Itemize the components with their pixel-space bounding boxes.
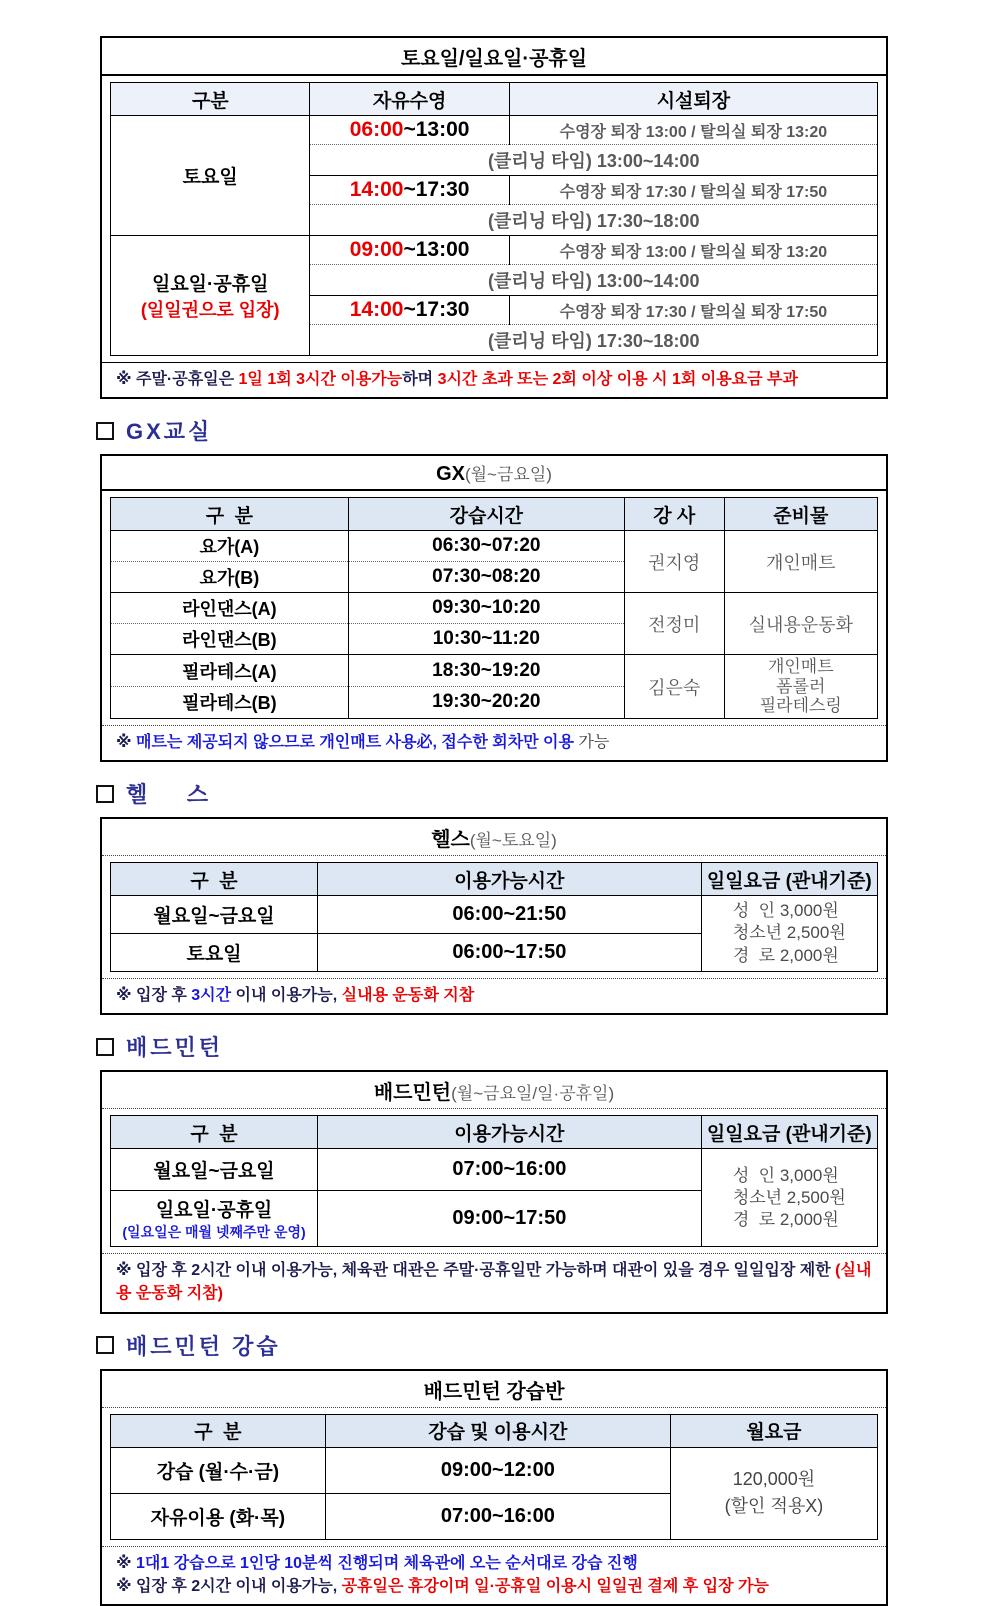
gx-table-title	[102, 456, 886, 491]
health-fee-cell	[701, 896, 877, 972]
gx-class-name: 필라테스(A)	[111, 655, 349, 687]
gx-row-yoga-a	[111, 531, 878, 562]
gx-schedule-table	[110, 497, 878, 719]
gx-class-time: 06:30~07:20	[348, 531, 624, 562]
section-heading-lesson	[96, 1330, 888, 1361]
swim-time-cell	[310, 296, 509, 325]
swim-row-sun-1	[111, 236, 878, 265]
lesson-table-title	[102, 1371, 886, 1408]
lesson-schedule-table	[110, 1414, 878, 1540]
gx-class-time: 07:30~08:20	[348, 562, 624, 593]
health-fee-lines: 성 인 3,000원 청소년 2,500원 경 로 2,000원	[732, 901, 846, 965]
square-bullet-icon	[96, 422, 114, 440]
gx-class-name: 요가(A)	[111, 531, 349, 562]
badminton-table-title-sub: (월~금요일/일·공휴일)	[451, 1084, 615, 1104]
gx-class-time: 09:30~10:20	[348, 593, 624, 624]
gx-header-category: 구 분	[111, 498, 349, 531]
gx-box	[100, 454, 888, 762]
swim-table-title-text: 토요일/일요일·공휴일	[400, 48, 588, 70]
lesson-fee-cell	[670, 1447, 877, 1539]
lesson-table-wrap	[102, 1408, 886, 1546]
badminton-schedule-table	[110, 1115, 878, 1247]
gx-class-time: 19:30~20:20	[348, 687, 624, 719]
badminton-header-time: 이용가능시간	[318, 1116, 702, 1149]
swim-close-time: ~13:00	[403, 238, 470, 261]
gx-class-name: 요가(B)	[111, 562, 349, 593]
badminton-fee-lines: 성 인 3,000원 청소년 2,500원 경 로 2,000원	[732, 1165, 846, 1229]
badminton-row-weekday	[111, 1149, 878, 1191]
swim-exit-cell: 수영장 퇴장 17:30 / 탈의실 퇴장 17:50	[509, 176, 877, 205]
swim-exit-cell: 수영장 퇴장 17:30 / 탈의실 퇴장 17:50	[509, 296, 877, 325]
health-note: ※ 입장 후 3시간 이내 이용가능, 실내용 운동화 지참	[102, 978, 886, 1013]
square-bullet-icon	[96, 1038, 114, 1056]
swim-group-saturday	[111, 116, 310, 236]
health-table-title	[102, 819, 886, 856]
swim-header-row	[111, 83, 878, 116]
swim-close-time: ~13:00	[403, 118, 470, 141]
gx-instructor: 김은숙	[624, 655, 724, 719]
swim-open-time: 14:00	[349, 178, 404, 201]
swim-time-cell	[310, 176, 509, 205]
health-table-title-text: 헬스	[431, 829, 470, 852]
swim-schedule-table	[110, 82, 878, 356]
badminton-day-label: 월요일~금요일	[111, 1149, 318, 1191]
badminton-day-sublabel: (일요일은 매월 넷째주만 운영)	[122, 1224, 306, 1241]
lesson-note-line-1: ※ 1대1 강습으로 1인당 10분씩 진행되며 체육관에 오는 순서대로 강습 진행	[116, 1554, 638, 1572]
gx-class-name: 라인댄스(B)	[111, 624, 349, 655]
gx-table-title-text: GX	[436, 463, 465, 486]
gx-class-time: 18:30~19:20	[348, 655, 624, 687]
health-table-wrap	[102, 856, 886, 978]
swim-time-cell	[310, 116, 509, 145]
swim-open-time: 14:00	[349, 298, 404, 321]
gx-header-instructor: 강 사	[624, 498, 724, 531]
health-header-category: 구 분	[111, 863, 318, 896]
gx-instructor: 권지영	[624, 531, 724, 593]
gx-header-time: 강습시간	[348, 498, 624, 531]
swim-cleaning-cell: (클리닝 타임) 13:00~14:00	[310, 145, 878, 176]
badminton-day-cell	[111, 1191, 318, 1247]
gx-row-linedance-a	[111, 593, 878, 624]
square-bullet-icon	[96, 1336, 114, 1354]
gx-table-title-sub: (월~금요일)	[464, 465, 552, 485]
gx-equipment: 개인매트	[724, 531, 877, 593]
swim-close-time: ~17:30	[403, 178, 470, 201]
badminton-table-title-text: 배드민턴	[373, 1082, 452, 1105]
lesson-table-title-text: 배드민턴 강습반	[423, 1380, 565, 1403]
swim-group-sunday-sublabel: (일일권으로 입장)	[140, 300, 280, 320]
swim-weekend-box	[100, 36, 888, 399]
swim-header-freeswim: 자유수영	[310, 83, 509, 116]
badminton-header-row	[111, 1116, 878, 1149]
health-day-label: 토요일	[111, 934, 318, 972]
lesson-day-label: 자유이용 (화·목)	[111, 1493, 326, 1539]
section-heading-badminton	[96, 1031, 888, 1062]
badminton-note: ※ 입장 후 2시간 이내 이용가능, 체육관 대관은 주말·공휴일만 가능하며 대관이 있을 경우 일일입장 제한 (실내용 운동화 지참)	[102, 1253, 886, 1311]
section-title-badminton: 배드민턴	[126, 1035, 224, 1061]
lesson-fee-lines: 120,000원 (할인 적용X)	[724, 1469, 824, 1517]
health-header-time: 이용가능시간	[318, 863, 702, 896]
lesson-header-time: 강습 및 이용시간	[325, 1414, 670, 1447]
badminton-fee-cell	[701, 1149, 877, 1247]
lesson-box	[100, 1369, 888, 1606]
swim-open-time: 09:00	[349, 238, 404, 261]
gx-equipment: 개인매트 폼롤러 필라테스링	[724, 655, 877, 719]
swim-note: ※ 주말·공휴일은 1일 1회 3시간 이용가능하며 3시간 초과 또는 2회 이상 이용 시 1회 이용요금 부과	[102, 362, 886, 397]
lesson-header-row	[111, 1414, 878, 1447]
gx-table-wrap	[102, 491, 886, 725]
lesson-notes	[102, 1546, 886, 1604]
swim-cleaning-cell: (클리닝 타임) 17:30~18:00	[310, 325, 878, 356]
badminton-header-fee: 일일요금 (관내기준)	[701, 1116, 877, 1149]
health-header-fee: 일일요금 (관내기준)	[701, 863, 877, 896]
square-bullet-icon	[96, 785, 114, 803]
badminton-time: 09:00~17:50	[318, 1191, 702, 1247]
health-time: 06:00~21:50	[318, 896, 702, 934]
section-heading-gx	[96, 415, 888, 446]
gx-class-time: 10:30~11:20	[348, 624, 624, 655]
swim-header-category: 구분	[111, 83, 310, 116]
swim-table-wrap	[102, 76, 886, 362]
section-title-health: 헬 스	[126, 782, 211, 808]
health-table-title-sub: (월~토요일)	[469, 831, 557, 851]
health-row-weekday	[111, 896, 878, 934]
health-time: 06:00~17:50	[318, 934, 702, 972]
lesson-note-line-2: ※ 입장 후 2시간 이내 이용가능, 공휴일은 휴강이며 일·공휴일 이용시 일일권 결제 후 입장 가능	[116, 1577, 769, 1595]
lesson-time: 07:00~16:00	[325, 1493, 670, 1539]
swim-group-sunday-label: 일요일·공휴일	[151, 274, 269, 295]
gx-class-name: 필라테스(B)	[111, 687, 349, 719]
gx-equipment: 실내용운동화	[724, 593, 877, 655]
health-day-label: 월요일~금요일	[111, 896, 318, 934]
swim-exit-cell: 수영장 퇴장 13:00 / 탈의실 퇴장 13:20	[509, 236, 877, 265]
gx-header-equipment: 준비물	[724, 498, 877, 531]
health-header-row	[111, 863, 878, 896]
swim-group-saturday-label: 토요일	[182, 167, 238, 188]
section-title-lesson: 배드민턴 강습	[126, 1333, 281, 1359]
section-title-gx: GX교실	[126, 419, 213, 445]
gx-instructor: 전정미	[624, 593, 724, 655]
swim-table-title	[102, 38, 886, 76]
gx-row-pilates-a	[111, 655, 878, 687]
swim-open-time: 06:00	[349, 118, 404, 141]
swim-cleaning-cell: (클리닝 타임) 13:00~14:00	[310, 265, 878, 296]
swim-cleaning-cell: (클리닝 타임) 17:30~18:00	[310, 205, 878, 236]
swim-time-cell	[310, 236, 509, 265]
badminton-header-category: 구 분	[111, 1116, 318, 1149]
swim-row-sat-1	[111, 116, 878, 145]
badminton-table-title	[102, 1072, 886, 1109]
swim-close-time: ~17:30	[403, 298, 470, 321]
health-schedule-table	[110, 862, 878, 972]
badminton-time: 07:00~16:00	[318, 1149, 702, 1191]
gx-class-name: 라인댄스(A)	[111, 593, 349, 624]
badminton-box	[100, 1070, 888, 1313]
section-heading-health	[96, 778, 888, 809]
lesson-time: 09:00~12:00	[325, 1447, 670, 1493]
swim-group-sunday-holiday	[111, 236, 310, 356]
lesson-day-label: 강습 (월·수·금)	[111, 1447, 326, 1493]
swim-header-exit: 시설퇴장	[509, 83, 877, 116]
lesson-header-category: 구 분	[111, 1414, 326, 1447]
gx-header-row	[111, 498, 878, 531]
health-box	[100, 817, 888, 1015]
lesson-header-fee: 월요금	[670, 1414, 877, 1447]
lesson-row-class	[111, 1447, 878, 1493]
badminton-table-wrap	[102, 1109, 886, 1253]
swim-exit-cell: 수영장 퇴장 13:00 / 탈의실 퇴장 13:20	[509, 116, 877, 145]
gx-note: ※ 매트는 제공되지 않으므로 개인매트 사용必, 접수한 회차만 이용 가능	[102, 725, 886, 760]
badminton-day-label: 일요일·공휴일	[155, 1200, 273, 1222]
